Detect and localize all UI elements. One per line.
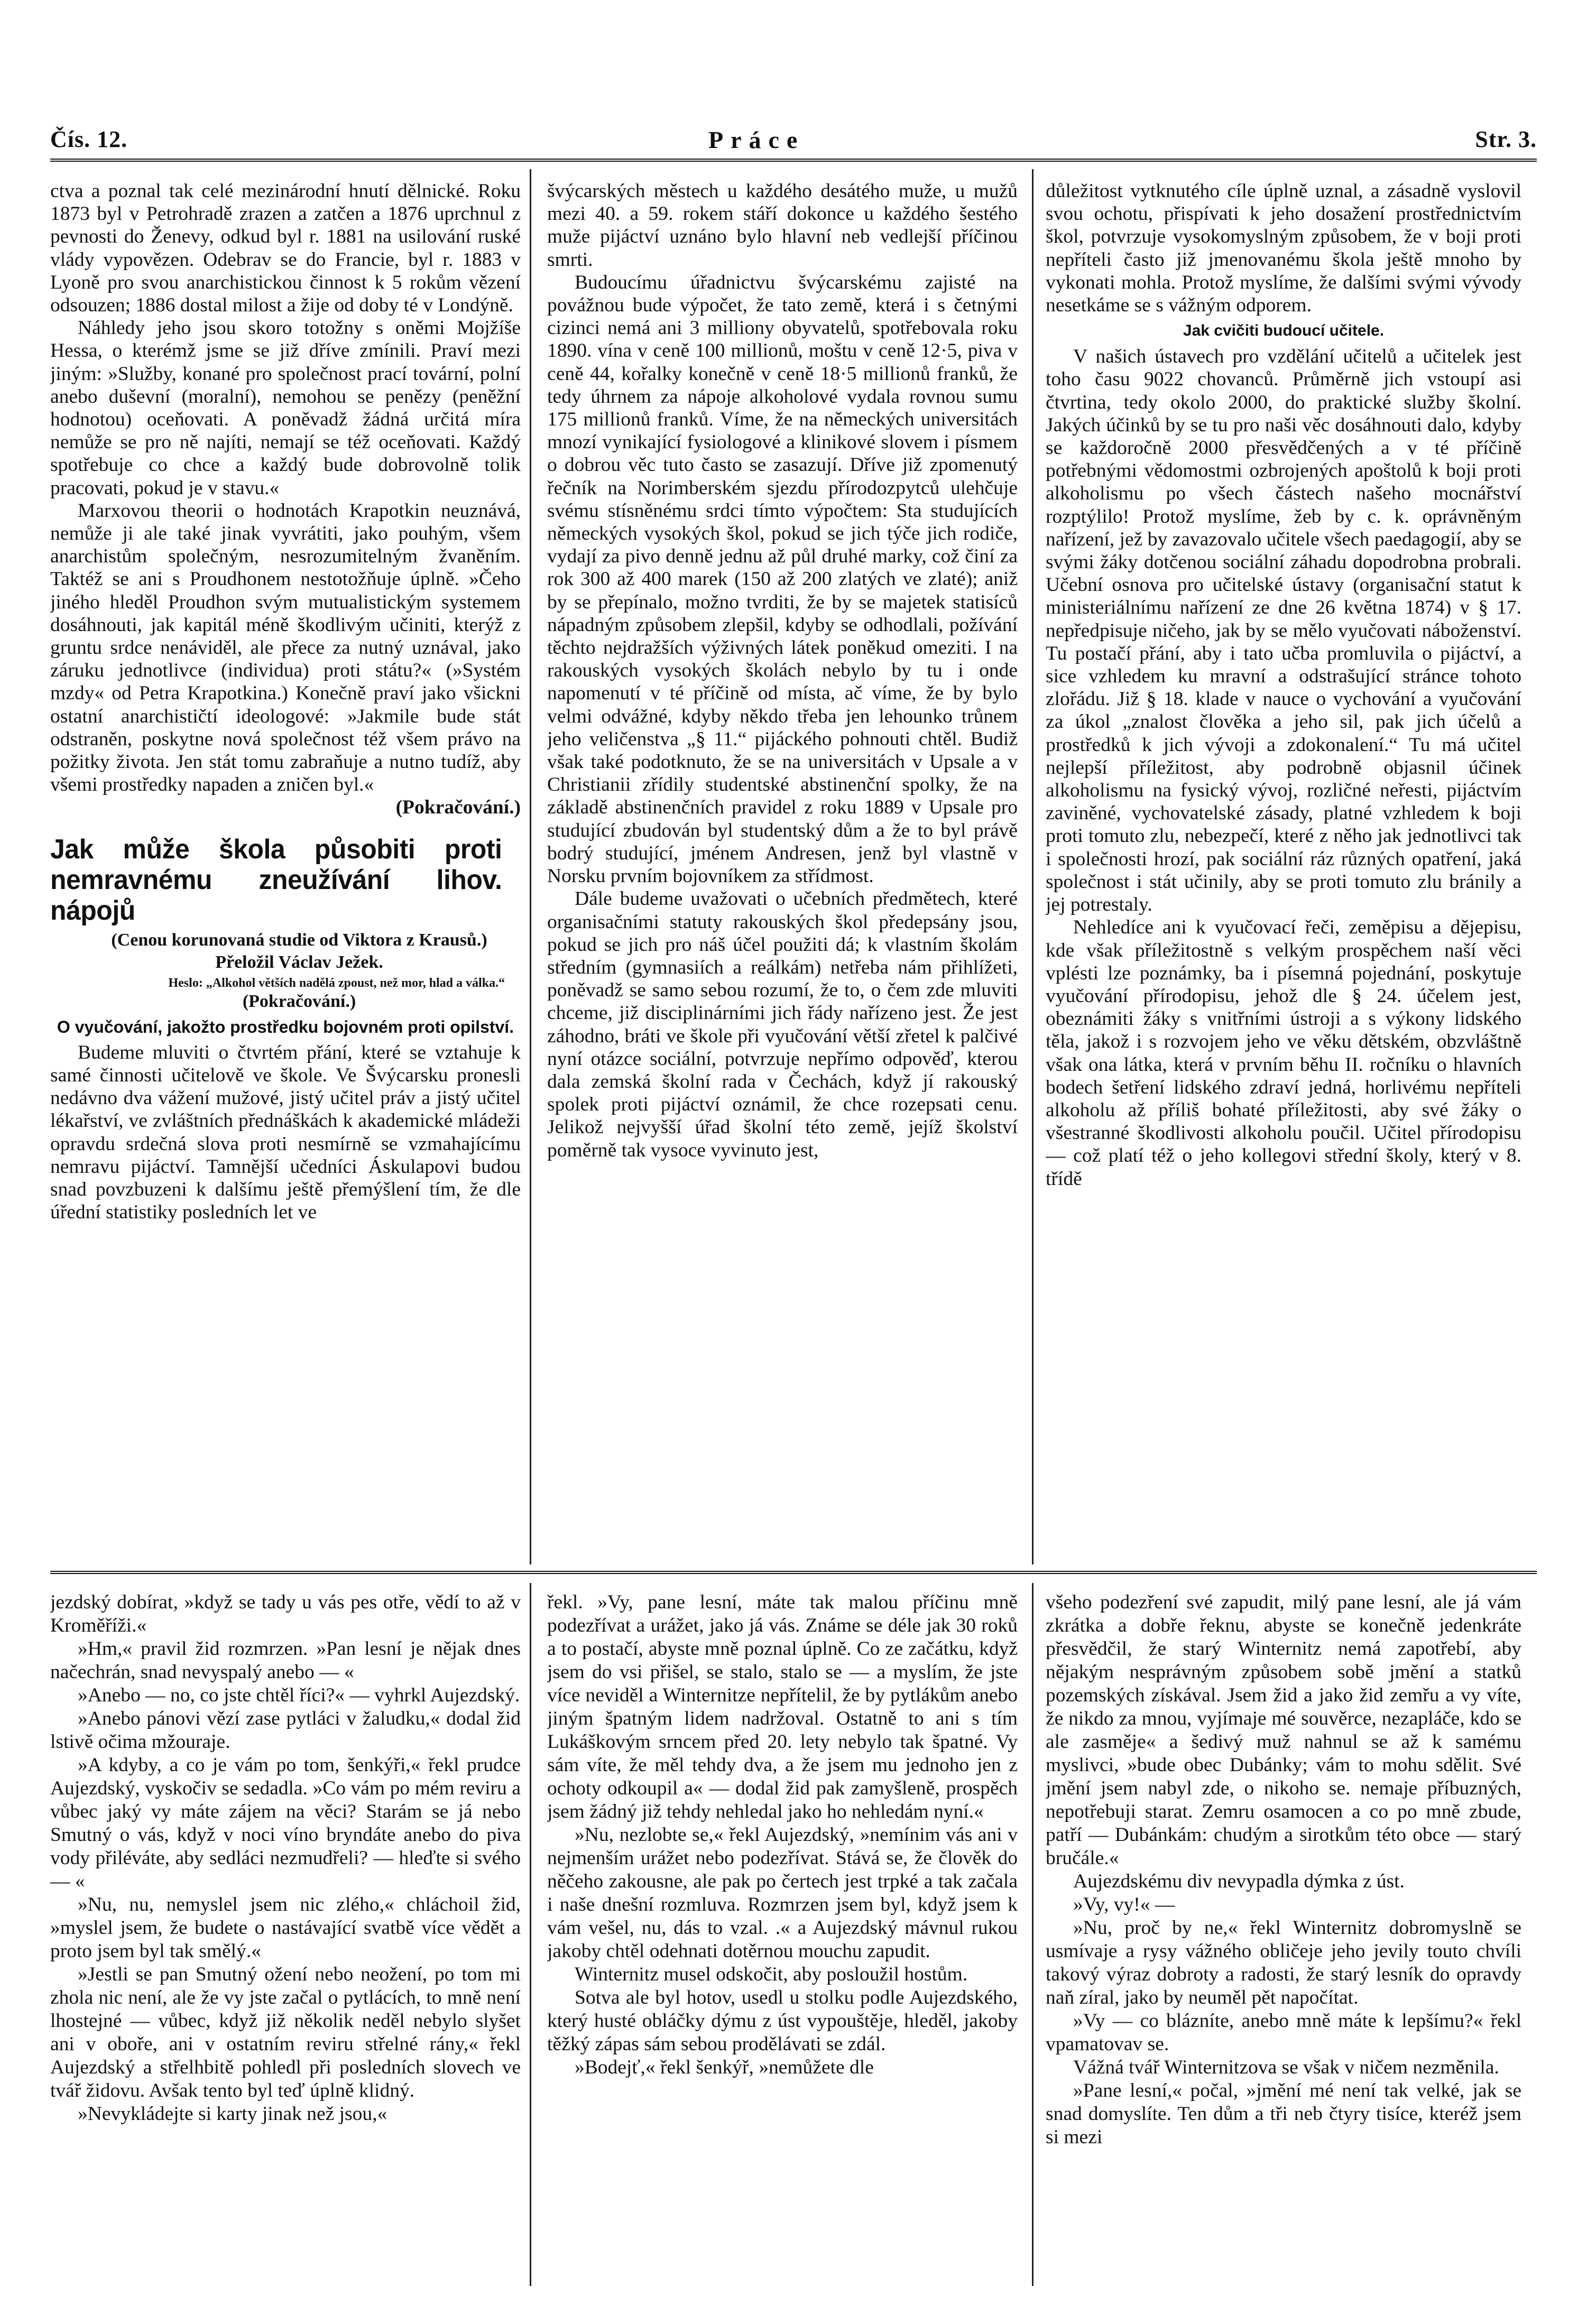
story-column-2	[547, 1591, 1018, 2294]
article-subtitle: (Cenou korunovaná studie od Viktora z Krausů.)	[111, 930, 487, 950]
story-paragraph: »Nu, proč by ne,« řekl Winternitz dobromyslně se usmívaje a rysy vážného obličeje jeho jevily touto chvíli takový výraz dobroty a radosti, že starý lesník do opravdy naň zíral, jako by neuměl pět napočítat.	[1046, 1917, 1521, 2008]
story-paragraph: Winternitz musel odskočit, aby posloužil hostům.	[575, 1964, 968, 1985]
article-paragraph: Dále budeme uvažovati o učebních předmětech, které organisačními statuty rakouských škol předepsány jsou, pokud se jich pro náš účel použiti dá; k vlastním školám středním (gymnasiích a reálkám) netřeba nám přihlížeti, poněvadž se samo sebou rozumí, že to, o čem zde mluviti chceme, již disciplinárními jich řády nařízeno jest. Že jest záhodno, bráti ve škole při vyučování větší zřetel k palčivé nyní otázce sociální, potvrzuje nepřímo odpověď, kterou dala zemská školní rada v Čechách, když jí rakouský spolek proti pijáctví oznámil, že chce rozepsati cenu. Jelikož nejvyšší úřad školní této země, jejíž školství poměrně tak vysoce vyvinuto jest,	[547, 888, 1018, 1161]
article-paragraph: Budoucímu úřadnictvu švýcarskému zajisté na povážnou bude výpočet, že tato země, která i s četnými cizinci nemá ani 3 milliony obyvatelů, spotřebovala roku 1890. vína v ceně 100 millionů, moštu v ceně 12·5, piva v ceně 44, kořalky konečně v ceně 18·5 millionů franků, že tedy úhrnem za nápoje alkoholové vydala rovnou sumu 175 millionů franků. Víme, že na německých universitách mnozí vynikající fysiologové a klinikové slovem i písmem o dobrou věc tuto často se zasazují. Dříve již zpomenutý řečník na Norimberském sjezdu přírodozpytců ulehčuje svému stísněnému srdci tímto výpočtem: Sta studujících německých vysokých škol, pokud se jich týče jich rodiče, vydají za pivo denně jednu až půl druhé marky, což činí za rok 300 až 400 marek (150 až 200 zlatých ve zlaté); aniž by se přepínalo, možno tvrditi, že by se majetek statisíců nápadným způsobem zlepšil, kdyby se odhodlali, požívání těchto nejdražších výživných látek poněkud omeziti. I na rakouských vysokých školách nebylo by tu i onde napomenutí v té příčině od místa, ač víme, že by bylo velmi odvážné, kdyby někdo třeba jen lehounko trůnem jeho veličenstva „§ 11.“ pijáckého pohnouti chtěl. Budiž však také podotknuto, že se na universitách v Upsale a v Christianii zřídily studentské abstinenční spolky, že na základě abstinenčních pravidel z roku 1889 v Upsale pro studující zbudován byl studentský dům a že to byl právě bodrý studující, jménem Andresen, jenž byl vlastně v Norsku prvním bojovníkem za střídmost.	[547, 271, 1018, 887]
story-paragraph: řekl. »Vy, pane lesní, máte tak malou příčinu mně podezřívat a urážet, jako já vás. Známe se déle jak 30 roků a to postačí, abyste mně poznal úplně. Co ze začátku, když jsem do vsi přišel, se stalo, stalo se — a myslím, že jste více neviděl a Winternitze nepřítelil, že by pytlákům anebo jiným špatným lidem nadržoval. Ostatně to ani s tím Lukáškovým srncem před 20. lety nebylo tak špatné. Vy sám víte, že měl tehdy dva, a že jsem mu jednoho jen z ochoty odkoupil a« — dodal žid pak zamyšleně, prospěch jsem žádný již tehdy nehledal jako ho nehledám nyní.«	[547, 1591, 1018, 1822]
header-rule	[50, 159, 1537, 162]
article-paragraph: Marxovou theorii o hodnotách Krapotkin neuznává, nemůže ji ale také jinak vyvrátiti, jako pouhým, všem anarchistům společným, nesrozumitelným žvaněním. Taktéž se ani s Proudhonem nestotožňuje úplně. »Čeho jiného hleděl Proudhon svým mutualistickým systemem dosáhnouti, jak kapitál méně škodlivým učiniti, kterýž z gruntu srdce nenáviděl, ale přece za nutný uznával, jako záruku jednotlivce (individua) proti státu?« (»Systém mzdy« od Petra Krapotkina.) Konečně praví jako všickni ostatní anarchističtí ideologové: »Jakmile bude stát odstraněn, poskytne nová společnost též všem právo na požitky života. Jen stát tomu zabraňuje a nutno tudíž, aby všemi prostředky napaden a zničen byl.«	[50, 499, 521, 796]
article-paragraph: Náhledy jeho jsou skoro totožny s oněmi Mojžíše Hessa, o kterémž jsme se již dříve zmínili. Praví mezi jiným: »Služby, konané pro společnost prací tovární, polní anebo duševní (moralní), nemohou se penězy (peněžní hodnotou) oceňovati. A poněvadž žádná určitá míra nemůže se pro ně najíti, nemají se též oceňovati. Každý spotřebuje co chce a každý bude dobrovolně tolik pracovati, pokud je v stavu.«	[50, 317, 521, 499]
issue-number: Čís. 12.	[50, 126, 128, 152]
column-divider-1	[530, 169, 531, 1564]
story-paragraph: »Nu, nezlobte se,« řekl Aujezdský, »nemínim vás ani v nejmenším urážet nebo podezřívat. Stává se, že člověk do něčeho zakousne, ale pak po čertech jest trpké a tak začala i naše dnešní rozmluva. Rozmrzen jsem byl, když jsem k vám vešel, nu, dás to vzal. .« a Aujezdský mávnul rukou jakoby chtěl odehnati dotěrnou mouchu zapudit.	[547, 1824, 1018, 1962]
story-paragraph: Aujezdskému div nevypadla dýmka z úst.	[1073, 1871, 1405, 1892]
section-heading: Jak cvičiti budoucí učitele.	[1183, 322, 1385, 340]
story-paragraph: »Bodejť,« řekl šenkýř, »nemůžete dle	[575, 2057, 874, 2078]
story-column-1	[50, 1591, 521, 2294]
story-paragraph: Vážná tvář Winternitzova se však v ničem nezměnila.	[1073, 2057, 1499, 2078]
article-paragraph: Nehledíce ani k vyučovací řeči, zeměpisu a dějepisu, kde však příležitostně s velkým prospěchem naší věci vplésti lze poznámky, ba i písemná pojednání, poskytuje vyučování přírodopisu, jehož dle § 24. účelem jest, obeznámiti žáky s vnitřními ústroji a s výkony lidského těla, jakož i s rozvojem jeho ve věku dětském, obzvláštně však ona látka, která v prvním běhu II. ročníku o hlavních bodech šetření lidského zdraví jedná, horlivému nepříteli alkoholu až příliš bohaté příležitosti, aby své žáky o všestranné škodlivosti alkoholu poučil. Učitel přírodopisu — což platí též o jeho kollegovi střední školy, který v 8. třídě	[1046, 916, 1521, 1190]
column-divider-4	[1032, 1583, 1034, 2286]
story-paragraph: »Anebo pánovi vězí zase pytláci v žaludku,« dodal žid lstivě očima mžouraje.	[50, 1708, 521, 1753]
story-paragraph: »Vy, vy!« —	[1073, 1894, 1175, 1915]
feuilleton-rule	[50, 1571, 1537, 1574]
article-paragraph: důležitost vytknutého cíle úplně uznal, a zásadně vyslovil svou ochotu, přispívati k jeho dosažení prostřednictvím škol, potvrzuje vysokomyslným způsobem, že v boji proti nepříteli často již jmenovanému škola ještě mnoho by vykonati mohla. Protož myslíme, že dalšími svými vývody nesetkáme se s vážným odporem.	[1046, 180, 1521, 317]
story-paragraph: »Jestli se pan Smutný ožení nebo neožení, po tom mi zhola nic není, ale že vy jste začal o pytlácích, to mně není lhostejné — vůbec, když již několik neděl nebylo slyšet ani v oboře, ani v ostatním reviru střelné rány,« řekl Aujezdský a střelhbitě pohledl při posledních slovech ve tvář židovu. Avšak tento byl teď úplně klidný.	[50, 1964, 521, 2101]
story-paragraph: jezdský dobírat, »když se tady u vás pes otře, vědí to až v Kroměříži.«	[50, 1591, 521, 1636]
column-1	[50, 180, 521, 1564]
story-paragraph: »Vy — co blázníte, anebo mně máte k lepšímu?« řekl vpamatovav se.	[1046, 2010, 1521, 2055]
article-paragraph: V našich ústavech pro vzdělání učitelů a učitelek jest toho času 9022 chovanců. Průměrně jich vstoupí asi čtvrtina, tedy okolo 2000, do praktické služby školní. Jakých účinků by se tu pro naši věc dosáhnouti dalo, kdyby se každoročně 2000 přesvědčených a v té příčině potřebnými vědomostmi ozbrojených apoštolů k boji proti alkoholismu po všech částech našeho mocnářství rozptýlilo! Protož myslíme, žeb by c. k. oprávněným nařízení, jež by zavazovalo učitele všech paedagogií, aby se svými žáky dotčenou sociální záhadu dopodrobna probrali. Učební osnova pro učitelské ústavy (organisační statut k ministeriálnímu nařízení ze dne 26 května 1874) v § 17. nepředpisuje ničeho, jak by se mělo vyučovati náboženství. Tu postačí přání, aby i tato učba promluvila o pijáctví, a sice vzhledem ku mravní a odstrašující stránce tohoto zlořádu. Již § 18. klade v nauce o vychování a vyučování za úkol „znalost člověka a jeho sil, pak jich účelů a prostředků k jich vývoji a zdokonalení.“ Tu má učitel nejlepší příležitost, aby podrobně objasnil účinek alkoholismu na fysický vývoj, rozličné neřesti, pijáctvím zaviněné, vychovatelské zásady, platné vzhledem k boji proti tomuto zlu, nebezpečí, které z něho jak jednotlivci tak i společnosti hrozí, pak sociální ráz různých opatření, jaká společnost i stát učinily, aby se proti tomuto zlu bránily a jej potrestaly.	[1046, 346, 1521, 916]
column-divider-3	[530, 1583, 531, 2286]
story-paragraph: »A kdyby, a co je vám po tom, šenkýři,« řekl prudce Aujezdský, vyskočiv se sedadla. »Co vám po mém reviru a vůbec jaký vy máte zájem na věci? Starám se já nebo Smutný o vás, když v noci víno bryndáte anebo do piva vody přiléváte, aby sedláci nezmudřeli? — hleďte si svého — «	[50, 1754, 521, 1892]
translator-credit: Přeložil Václav Ježek.	[215, 952, 383, 972]
article-paragraph: Budeme mluviti o čtvrtém přání, které se vztahuje k samé činnosti učitelově ve škole. Ve Švýcarsku pronesli nedávno dva vážení mužové, jistý učitel práv a jistý učitel lékařství, ve zvláštních přednáškách k akademické mládeži opravdu srdečná slova proti nesmírně se vzmahajícímu nemravu pijáctví. Tamnější učedníci Áskulapovi budou snad povzbuzeni k dalšímu ještě přemýšlení tím, že dle úřední statistiky posledních let ve	[50, 1041, 521, 1224]
article-title: Jak může škola působiti proti nemravnému zneužívání lihov. nápojů	[50, 834, 502, 926]
story-paragraph: »Nevykládejte si karty jinak než jsou,«	[78, 2103, 387, 2125]
article-paragraph: švýcarských městech u každého desátého muže, u mužů mezi 40. a 59. rokem stáří dokonce u každého šestého muže pijáctví uznáno bylo hlavní neb vedlejší příčinou smrti.	[547, 180, 1018, 271]
story-paragraph: »Hm,« pravil žid rozmrzen. »Pan lesní je nějak dnes načechrán, snad nevyspalý anebo — «	[50, 1638, 521, 1683]
story-paragraph: »Pane lesní,« počal, »jmění mé není tak velké, jak se snad domyslíte. Ten dům a tři neb čtyry tisíce, kteréž jsem si mezi	[1046, 2080, 1521, 2148]
story-paragraph: »Nu, nu, nemyslel jsem nic zlého,« chláchoil žid, »myslel jsem, že budete o nastávající svatbě více vědět a proto jsem byl tak smělý.«	[50, 1894, 521, 1962]
story-paragraph: Sotva ale byl hotov, usedl u stolku podle Aujezdského, který husté obláčky dýmu z úst vypouštěje, hleděl, jakoby těžký zápas sám sebou prodělávati se zdál.	[547, 1987, 1018, 2055]
article-paragraph: ctva a poznal tak celé mezinárodní hnutí dělnické. Roku 1873 byl v Petrohradě zrazen a zatčen a 1876 uprchnul z pevnosti do Ženevy, odkud byl r. 1881 na usilování ruské vlády vypovězen. Odebrav se do Francie, byl r. 1883 v Lyoně pro svou anarchistickou činnost k 5 rokům vězení odsouzen; 1886 dostal milost a žije od doby té v Londýně.	[50, 180, 521, 317]
article-motto: Heslo: „Alkohol větších nadělá zpoust, než mor, hlad a válka.“	[168, 976, 505, 990]
continuation-note-2: (Pokračování.)	[242, 991, 356, 1011]
column-divider-2	[1032, 169, 1034, 1564]
story-column-3	[1046, 1591, 1521, 2294]
continuation-note: (Pokračování.)	[395, 797, 521, 819]
page-number: Str. 3.	[1475, 126, 1537, 152]
newspaper-title: Práce	[708, 126, 805, 153]
story-paragraph: »Anebo — no, co jste chtěl říci?« — vyhrkl Aujezdský.	[78, 1684, 520, 1706]
column-2	[547, 180, 1018, 1564]
section-heading: O vyučování, jakožto prostředku bojovném proti opilství.	[57, 1017, 514, 1036]
column-3	[1046, 180, 1521, 1564]
story-paragraph: všeho podezření své zapudit, milý pane lesní, ale já vám zkrátka a dobře řeknu, abyste se konečně jedenkráte přesvědčil, že starý Winternitz nemá zapotřebí, aby nějakým nesprávným způsobem sobě jmění a statků pozemských získával. Jsem žid a jako žid zemřu a vy víte, že nikdo za mnou, vyjímaje mé souvěrce, nezapláče, kdo se ale zasměje« a šedivý muž nahnul se až k samému myslivci, »bude obec Dubánky; vám to mohu sdělit. Své jmění jsem nabyl zde, o nikoho se. nemaje příbuzných, nepotřebuji starat. Zemru osamocen a co po mně zbude, patří — Dubánkám: chudým a sirotkům této obce — starý bručále.«	[1046, 1591, 1521, 1869]
